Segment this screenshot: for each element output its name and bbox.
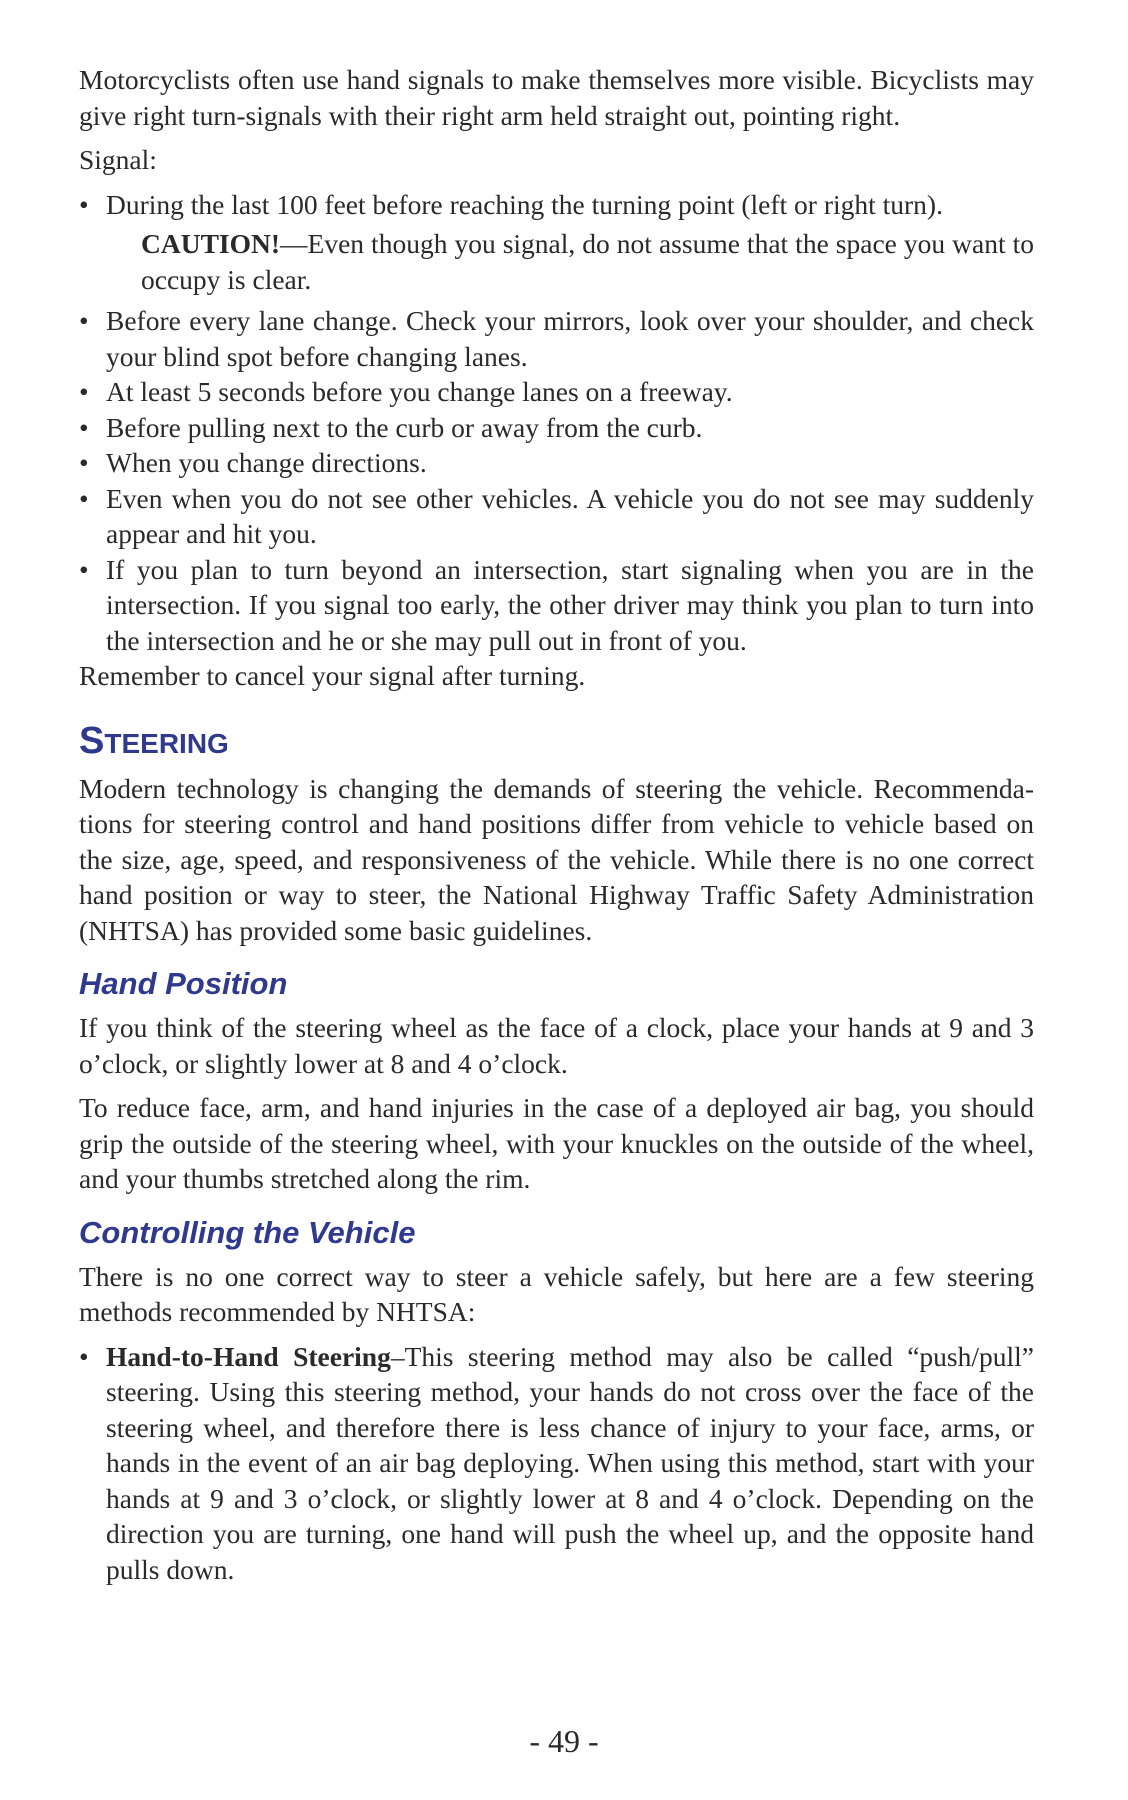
intro-paragraph: Motorcyclists often use hand signals to make themselves more visible. Bicyclists may give right turn-signals with their right arm held straight out, pointing right. bbox=[79, 64, 1034, 131]
list-item bbox=[79, 445, 1034, 481]
signal-list-continued bbox=[79, 303, 1034, 658]
signal-list bbox=[79, 187, 1034, 223]
caution-label: CAUTION! bbox=[141, 228, 281, 259]
caution-text: —Even though you signal, do not assume that the space you want to occupy is clear. bbox=[141, 228, 1034, 295]
list-item-text: Even when you do not see other vehicles. A vehicle you do not see may suddenly appear and hit you. bbox=[106, 482, 1034, 549]
hand-position-paragraph-2: To reduce face, arm, and hand injuries in the case of a deployed air bag, you should grip the outside of the steering wheel, with your knuckles on the outside of the wheel, and your thumbs stretched along the rim. bbox=[79, 1092, 1034, 1194]
list-item bbox=[79, 303, 1034, 374]
bullet: • bbox=[79, 447, 89, 478]
list-item bbox=[79, 481, 1034, 552]
list-item-text: At least 5 seconds before you change lanes on a freeway. bbox=[106, 376, 733, 407]
method-label: Hand-to-Hand Steering bbox=[106, 1340, 391, 1372]
list-item bbox=[79, 1339, 1034, 1588]
method-text: –This steering method may also be called “push/pull” steering. Using this steering method, your hands do not cross over the face of the steering wheel, and therefore there is less chance of injury to your face, arms, or hands in the event of an air bag deploying. When using this method, start with your hands at 9 and 3 o’clock, or slightly lower at 8 and 4 o’clock. Depending on the direction you are turning, one hand will push the wheel up, and the opposite hand pulls down. bbox=[106, 1340, 1034, 1585]
steering-paragraph: Modern technology is changing the demands of steering the vehicle. Recommenda-tions for steering control and hand positions differ from vehicle to vehicle based on the size, age, speed, and responsiveness of the vehicle. While there is no one correct hand position or way to steer, the National Highway Traffic Safety Administration (NHTSA) has provided some basic guidelines. bbox=[79, 772, 1034, 946]
caution-note bbox=[79, 226, 1034, 297]
list-item bbox=[79, 552, 1034, 659]
list-item-text: If you plan to turn beyond an intersection, start signaling when you are in the intersection. If you signal too early, the other driver may think you plan to turn into the intersection and he or she may pull out in front of you. bbox=[106, 553, 1034, 656]
bullet: • bbox=[79, 305, 89, 336]
bullet: • bbox=[79, 411, 89, 443]
bullet: • bbox=[79, 1340, 89, 1372]
subheading-hand-position: Hand Position bbox=[79, 966, 288, 1001]
bullet: • bbox=[79, 188, 89, 220]
page-content bbox=[79, 62, 1034, 1587]
controlling-paragraph: There is no one correct way to steer a vehicle safely, but here are a few steering methods recommended by NHTSA: bbox=[79, 1260, 1034, 1327]
methods-list bbox=[79, 1339, 1034, 1588]
list-item-text: Before every lane change. Check your mirrors, look over your shoulder, and check your blind spot before changing lanes. bbox=[106, 305, 1034, 372]
list-item-text: When you change directions. bbox=[106, 447, 427, 478]
heading-rest: TEERING bbox=[104, 727, 229, 759]
list-item-text: During the last 100 feet before reaching the turning point (left or right turn). bbox=[106, 188, 943, 220]
list-item-text: Before pulling next to the curb or away from the curb. bbox=[106, 411, 703, 443]
section-heading-steering bbox=[79, 719, 1034, 763]
page-number: - 49 - bbox=[529, 1723, 599, 1759]
list-item bbox=[79, 410, 1034, 446]
remember-paragraph: Remember to cancel your signal after turning. bbox=[79, 660, 586, 691]
signal-label: Signal: bbox=[79, 144, 157, 175]
list-item bbox=[79, 187, 1034, 223]
heading-initial: S bbox=[79, 719, 105, 762]
hand-position-paragraph-1: If you think of the steering wheel as the face of a clock, place your hands at 9 and 3 o’clock, or slightly lower at 8 and 4 o’clock. bbox=[79, 1012, 1034, 1079]
list-item bbox=[79, 374, 1034, 410]
bullet: • bbox=[79, 376, 89, 407]
bullet: • bbox=[79, 482, 89, 514]
bullet: • bbox=[79, 553, 89, 585]
subheading-controlling: Controlling the Vehicle bbox=[79, 1214, 416, 1250]
